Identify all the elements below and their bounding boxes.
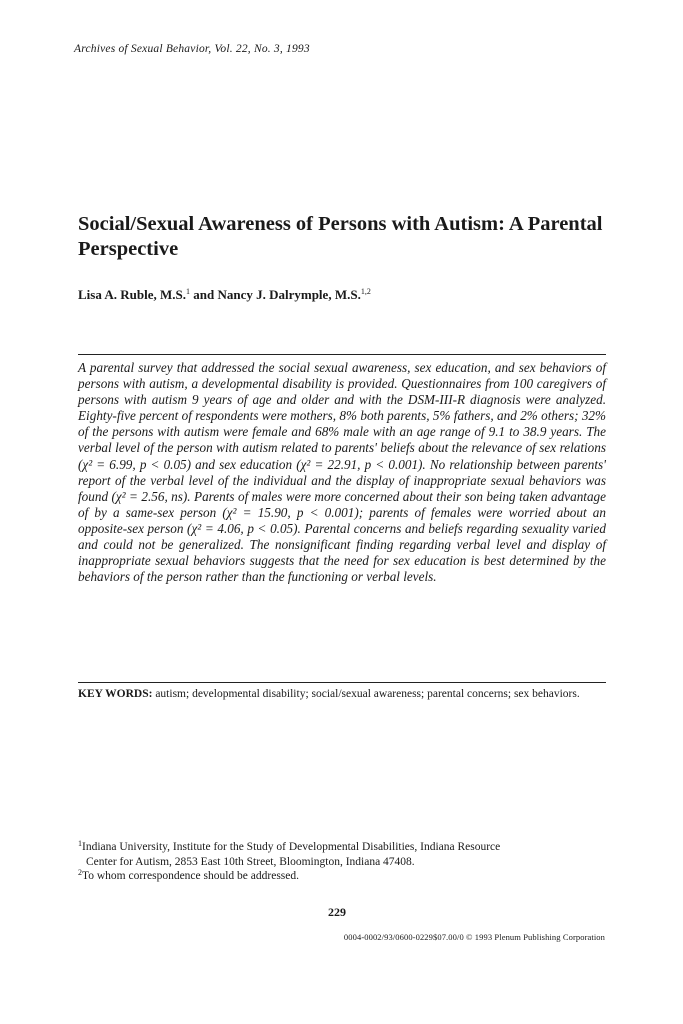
author-affiliation-mark: 1,2 bbox=[360, 287, 371, 296]
abstract-top-rule bbox=[78, 354, 606, 355]
copyright-line: 0004-0002/93/0600-0229$07.00/0 © 1993 Plenum Publishing Corporation bbox=[343, 932, 605, 942]
author-name: Nancy J. Dalrymple, M.S. bbox=[217, 287, 361, 302]
footnote bbox=[78, 869, 606, 884]
keywords bbox=[78, 687, 606, 702]
footnote-mark: 1 bbox=[78, 839, 82, 848]
footnote-mark: 2 bbox=[78, 868, 82, 877]
journal-citation: Archives of Sexual Behavior, Vol. 22, No. 3, 1993 bbox=[74, 43, 310, 55]
footnote-text: To whom correspondence should be addressed. bbox=[82, 870, 299, 882]
author-joiner: and bbox=[193, 287, 215, 302]
author-name: Lisa A. Ruble, M.S. bbox=[78, 287, 186, 302]
author-affiliation-mark: 1 bbox=[186, 287, 190, 296]
author-list bbox=[78, 287, 371, 303]
keywords-list: autism; developmental disability; social/sexual awareness; parental concerns; sex behaviors. bbox=[155, 688, 580, 700]
keywords-label: KEY WORDS: bbox=[78, 688, 153, 700]
footnotes bbox=[78, 840, 606, 884]
abstract: A parental survey that addressed the social sexual awareness, sex education, and sex behaviors of persons with autism, a developmental disability is provided. Questionnaires from 100 caregivers of persons with autism 9 years of age and older and with the DSM-III-R diagnosis were analyzed. Eighty-five percent of respondents were mothers, 8% both parents, 5% fathers, and 2% others; 32% of the persons with autism were female and 68% male with an age range of 9.1 to 38.9 years. The verbal level of the person with autism related to parents' beliefs about the relevance of sex relations (χ² = 6.99, p < 0.05) and sex education (χ² = 22.91, p < 0.001). No relationship between parents' report of the verbal level of the individual and the display of inappropriate sexual behaviors was found (χ² = 2.56, ns). Parents of males were more concerned about their son being taken advantage of by a same-sex person (χ² = 15.90, p < 0.001); parents of females were worried about an opposite-sex person (χ² = 4.06, p < 0.05). Parental concerns and beliefs regarding sexuality varied and could not be generalized. The nonsignificant finding regarding verbal level and display of inappropriate sexual behaviors suggests that the need for sex education is best determined by the behaviors of the person rather than the functioning or verbal levels. bbox=[78, 360, 606, 585]
footnote-text-continued: Center for Autism, 2853 East 10th Street, Bloomington, Indiana 47408. bbox=[86, 855, 415, 868]
page-number: 229 bbox=[328, 905, 346, 919]
footnote bbox=[78, 840, 606, 869]
article-title: Social/Sexual Awareness of Persons with Autism: A Parental Perspective bbox=[78, 213, 603, 260]
abstract-bottom-rule bbox=[78, 682, 606, 683]
footnote-text: Indiana University, Institute for the Study of Developmental Disabilities, Indiana Resource bbox=[82, 841, 501, 853]
